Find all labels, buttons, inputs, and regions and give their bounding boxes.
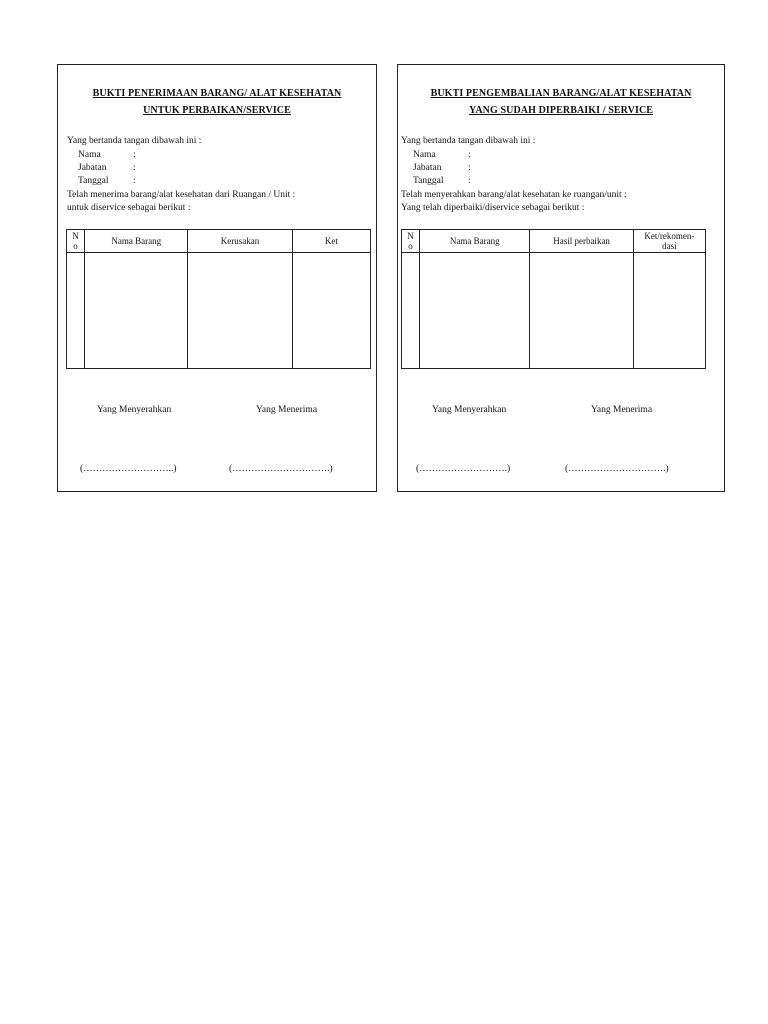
table-row — [67, 253, 371, 369]
signature-label-giver: Yang Menyerahkan — [97, 405, 172, 415]
field-tanggal — [413, 176, 471, 186]
field-jabatan — [78, 163, 136, 173]
table-header-row — [67, 230, 371, 253]
intro-text: Yang bertanda tangan dibawah ini : — [67, 136, 202, 146]
field-label: Tanggal — [78, 176, 109, 186]
field-label: Jabatan — [413, 163, 442, 173]
header-kerusakan: Kerusakan — [188, 230, 292, 253]
table-row — [402, 253, 706, 369]
signature-label-receiver: Yang Menerima — [591, 405, 653, 415]
intro-text: Yang bertanda tangan dibawah ini : — [401, 136, 536, 146]
signature-label-receiver: Yang Menerima — [256, 405, 318, 415]
statement-line2: Yang telah diperbaiki/diservice sebagai berikut : — [401, 203, 585, 213]
receipt-form — [57, 64, 377, 492]
cell-no[interactable] — [402, 253, 420, 369]
signature-line-receiver[interactable]: (………………………….) — [565, 464, 669, 474]
statement-line1: Telah menerima barang/alat kesehatan dari Ruangan / Unit : — [67, 190, 296, 200]
field-colon: : — [133, 176, 136, 186]
statement-line2: untuk diservice sebagai berikut : — [67, 203, 191, 213]
signature-line-giver[interactable]: (……………………….) — [416, 464, 511, 474]
field-colon: : — [468, 176, 471, 186]
field-colon: : — [468, 150, 471, 160]
statement-line1: Telah menyerahkan barang/alat kesehatan ke ruangan/unit : — [401, 190, 627, 200]
cell-no[interactable] — [67, 253, 85, 369]
table-header-row — [402, 230, 706, 253]
header-ket: Ket — [292, 230, 370, 253]
field-label: Tanggal — [413, 176, 444, 186]
field-tanggal — [78, 176, 136, 186]
header-nama-barang: Nama Barang — [420, 230, 530, 253]
field-label: Jabatan — [78, 163, 107, 173]
header-ket-rekomendasi: Ket/rekomen- dasi — [633, 230, 705, 253]
field-nama — [78, 150, 136, 160]
form-title-line1: BUKTI PENERIMAAN BARANG/ ALAT KESEHATAN — [92, 88, 342, 99]
signature-line-receiver[interactable]: (………………………….) — [229, 464, 333, 474]
cell-ket-rekomendasi[interactable] — [633, 253, 705, 369]
signature-label-giver: Yang Menyerahkan — [432, 405, 507, 415]
items-table — [401, 229, 706, 369]
cell-nama-barang[interactable] — [420, 253, 530, 369]
cell-kerusakan[interactable] — [188, 253, 292, 369]
field-label: Nama — [78, 150, 101, 160]
field-label: Nama — [413, 150, 436, 160]
header-no: N o — [67, 230, 85, 253]
field-jabatan — [413, 163, 471, 173]
header-hasil-perbaikan: Hasil perbaikan — [530, 230, 633, 253]
field-colon: : — [133, 163, 136, 173]
header-nama-barang: Nama Barang — [85, 230, 188, 253]
form-title-line2: UNTUK PERBAIKAN/SERVICE — [143, 105, 291, 116]
items-table — [66, 229, 371, 369]
header-no: N o — [402, 230, 420, 253]
return-form — [397, 64, 725, 492]
cell-nama-barang[interactable] — [85, 253, 188, 369]
cell-ket[interactable] — [292, 253, 370, 369]
form-title-line1: BUKTI PENGEMBALIAN BARANG/ALAT KESEHATAN — [430, 88, 692, 99]
field-colon: : — [468, 163, 471, 173]
form-title-line2: YANG SUDAH DIPERBAIKI / SERVICE — [468, 105, 654, 116]
field-colon: : — [133, 150, 136, 160]
cell-hasil-perbaikan[interactable] — [530, 253, 633, 369]
signature-line-giver[interactable]: (………………………..) — [80, 464, 177, 474]
field-nama — [413, 150, 471, 160]
